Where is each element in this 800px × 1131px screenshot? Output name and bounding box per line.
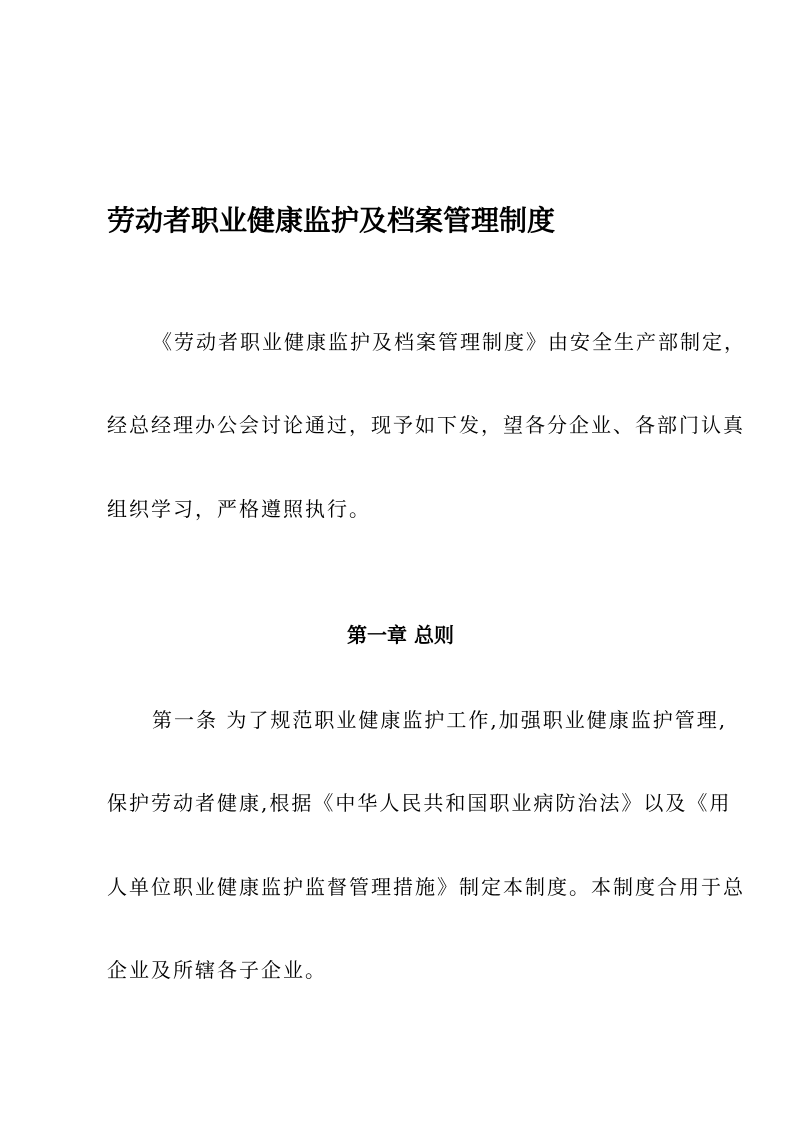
intro-line: 《劳动者职业健康监护及档案管理制度》由安全生产部制定， xyxy=(152,330,746,354)
document-title: 劳动者职业健康监护及档案管理制度 xyxy=(107,204,556,237)
chapter-heading: 第一章 总则 xyxy=(347,623,454,647)
intro-line: 组织学习，严格遵照执行。 xyxy=(107,497,371,521)
article-line: 第一条 为了规范职业健康监护工作,加强职业健康监护管理, xyxy=(152,708,728,732)
intro-line: 经总经理办公会讨论通过，现予如下发，望各分企业、各部门认真 xyxy=(107,413,745,437)
article-line: 保护劳动者健康,根据《中华人民共和国职业病防治法》以及《用 xyxy=(107,791,732,815)
article-line: 人单位职业健康监护监督管理措施》制定本制度。本制度合用于总 xyxy=(107,875,745,899)
article-line: 企业及所辖各子企业。 xyxy=(107,958,327,982)
